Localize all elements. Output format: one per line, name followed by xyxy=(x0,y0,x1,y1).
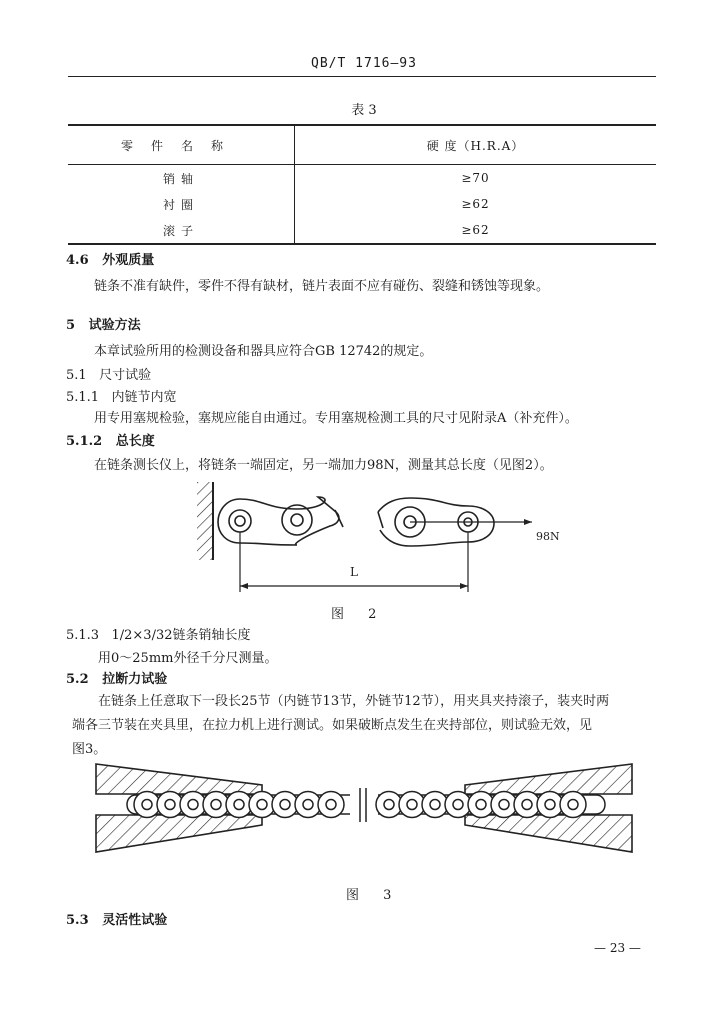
table-cell-hardness: ≥62 xyxy=(461,197,490,211)
chain-roller xyxy=(257,800,267,810)
section-number: 5.1.3 xyxy=(66,628,100,643)
length-label: L xyxy=(350,565,358,579)
chain-roller xyxy=(545,800,555,810)
table-row xyxy=(68,191,656,217)
chain-roller xyxy=(568,800,578,810)
figure-2-caption: 图 2 xyxy=(331,607,387,622)
section-title: 总长度 xyxy=(115,434,155,449)
section-title: 1/2×3/32链条销轴长度 xyxy=(111,628,251,643)
chain-roller xyxy=(522,800,532,810)
chain-segment-right xyxy=(378,498,532,546)
chain-roller xyxy=(211,800,221,810)
chain-roller xyxy=(407,800,417,810)
section-title: 内链节内宽 xyxy=(111,390,177,405)
section-5-text: 本章试验所用的检测设备和器具应符合GB 12742的规定。 xyxy=(94,344,433,359)
section-5-3-heading xyxy=(66,911,167,931)
table-cell-part: 销轴 xyxy=(68,165,295,192)
section-title: 拉断力试验 xyxy=(102,672,168,687)
section-title: 灵活性试验 xyxy=(102,913,168,928)
figure-3-tensile-test-diagram xyxy=(0,760,728,870)
chain-roller xyxy=(188,800,198,810)
standard-code-header: QB/T 1716—93 xyxy=(311,56,417,71)
chain-roller xyxy=(303,800,313,810)
chain-roller xyxy=(453,800,463,810)
fixed-wall xyxy=(197,482,213,560)
table-cell-hardness: ≥70 xyxy=(461,171,490,185)
section-4-6-text: 链条不准有缺件，零件不得有缺材，链片表面不应有碰伤、裂缝和锈蚀等现象。 xyxy=(94,279,550,294)
table-row xyxy=(68,217,656,244)
section-title: 尺寸试验 xyxy=(99,368,152,383)
section-5-2-heading xyxy=(66,670,167,690)
chain-roller xyxy=(384,800,394,810)
section-4-6-heading xyxy=(66,251,154,271)
section-number: 4.6 xyxy=(66,253,89,268)
chain-roller xyxy=(476,800,486,810)
section-number: 5 xyxy=(66,318,76,333)
chain-roller xyxy=(499,800,509,810)
section-number: 5.2 xyxy=(66,672,89,687)
table-cell-part: 衬圈 xyxy=(68,191,295,217)
hardness-table xyxy=(68,124,656,245)
section-5-1-1-heading xyxy=(66,388,177,408)
section-5-2-text-line-3: 图3。 xyxy=(72,742,107,757)
section-5-heading xyxy=(66,316,141,336)
section-number: 5.1 xyxy=(66,368,87,383)
table-header-part-name: 零件名称 xyxy=(68,125,295,165)
chain-roller xyxy=(326,800,336,810)
figure-3-caption: 图 3 xyxy=(346,888,402,903)
section-5-1-3-text: 用0～25mm外径千分尺测量。 xyxy=(98,651,278,666)
section-5-2-text-line-1: 在链条上任意取下一段长25节（内链节13节，外链节12节），用夹具夹持滚子，装夹时两 xyxy=(98,694,610,709)
table-cell-part: 滚子 xyxy=(68,217,295,244)
section-number: 5.1.1 xyxy=(66,390,100,405)
table-header-row xyxy=(68,125,656,165)
table-row xyxy=(68,165,656,192)
section-title: 外观质量 xyxy=(102,253,155,268)
section-number: 5.1.2 xyxy=(66,434,103,449)
chain-segment-left xyxy=(218,497,343,545)
force-label: 98N xyxy=(536,530,560,543)
section-5-1-2-heading xyxy=(66,432,155,452)
chain-roller xyxy=(234,800,244,810)
section-5-1-1-text: 用专用塞规检验，塞规应能自由通过。专用塞规检测工具的尺寸见附录A（补充件）。 xyxy=(94,411,578,426)
section-5-2-text-line-2: 端各三节装在夹具里，在拉力机上进行测试。如果破断点发生在夹持部位，则试验无效，见 xyxy=(72,718,593,733)
page-number: — 23 — xyxy=(594,941,641,955)
section-5-1-heading xyxy=(66,366,151,386)
table-cell-hardness: ≥62 xyxy=(295,217,657,244)
section-number: 5.3 xyxy=(66,913,89,928)
header-rule xyxy=(68,76,656,77)
chain-roller xyxy=(430,800,440,810)
section-title: 试验方法 xyxy=(88,318,141,333)
chain-roller xyxy=(280,800,290,810)
length-dimension xyxy=(240,532,468,592)
chain-roller xyxy=(165,800,175,810)
section-5-1-3-heading xyxy=(66,626,251,646)
table-title: 表 3 xyxy=(351,103,377,118)
table-header-hardness: 硬 度（H.R.A） xyxy=(295,125,657,165)
chain-roller xyxy=(142,800,152,810)
section-5-1-2-text: 在链条测长仪上，将链条一端固定，另一端加力98N，测量其总长度（见图2）。 xyxy=(94,458,553,473)
